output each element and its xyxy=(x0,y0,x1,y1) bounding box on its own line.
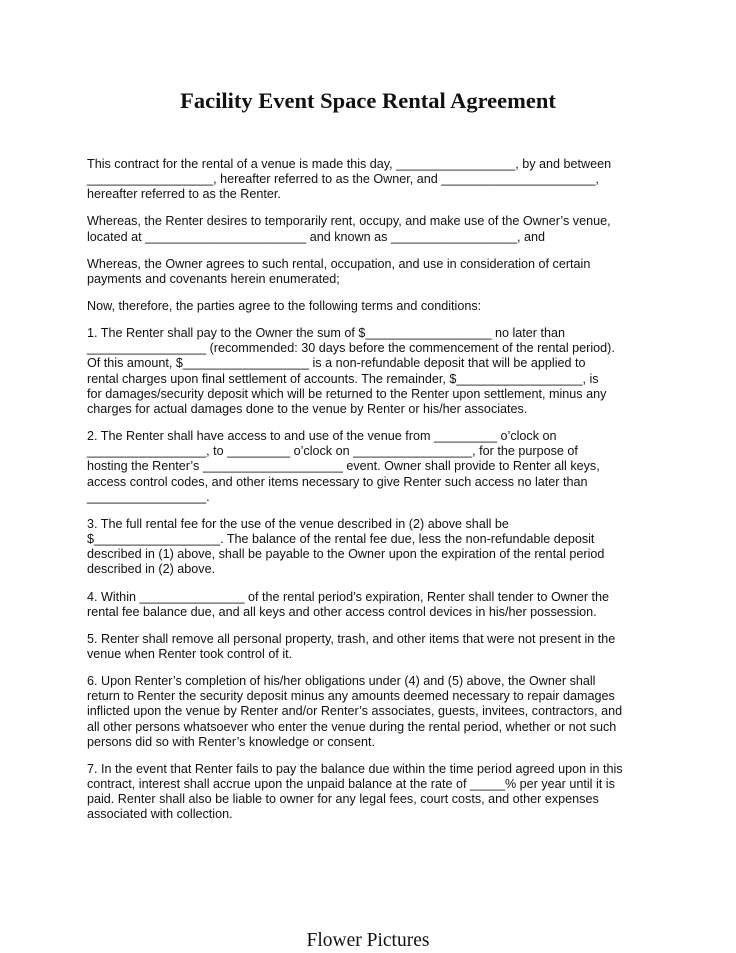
clause-1-paragraph xyxy=(87,326,653,417)
text-line: return to Renter the security deposit minus any amounts deemed necessary to repair damages xyxy=(87,689,615,704)
text-line: 1. The Renter shall pay to the Owner the sum of $__________________ no later than xyxy=(87,326,565,341)
footer-caption: Flower Pictures xyxy=(306,930,430,951)
text-line: _________________ (recommended: 30 days before the commencement of the rental period). xyxy=(87,341,615,356)
text-line: located at _______________________ and known as __________________, and xyxy=(87,229,545,244)
text-line: 3. The full rental fee for the use of the venue described in (2) above shall be xyxy=(87,516,509,531)
text-line: payments and covenants herein enumerated; xyxy=(87,271,340,286)
text-line: Whereas, the Renter desires to temporarily rent, occupy, and make use of the Owner’s venue, xyxy=(87,214,611,229)
text-line: 4. Within _______________ of the rental period’s expiration, Renter shall tender to Owner the xyxy=(87,589,610,604)
text-line: 6. Upon Renter’s completion of his/her obligations under (4) and (5) above, the Owner shall xyxy=(87,674,596,689)
text-line: hosting the Renter’s ____________________ event. Owner shall provide to Renter all keys, xyxy=(87,459,600,474)
text-line: rental charges upon final settlement of accounts. The remainder, $__________________, is xyxy=(87,371,599,386)
document-title: Facility Event Space Rental Agreement xyxy=(180,88,556,113)
clause-7-paragraph xyxy=(87,762,653,823)
text-line: inflicted upon the venue by Renter and/or Renter’s associates, guests, invitees, contractors, and xyxy=(87,704,623,719)
text-line: charges for actual damages done to the venue by Renter or his/her associates. xyxy=(87,402,528,416)
text-line: 2. The Renter shall have access to and use of the venue from _________ o’clock on xyxy=(87,429,557,444)
text-line: associated with collection. xyxy=(87,807,233,822)
terms-intro-paragraph xyxy=(87,299,653,314)
clause-2-paragraph xyxy=(87,429,653,505)
intro-paragraph xyxy=(87,157,653,203)
text-line: This contract for the rental of a venue is made this day, _________________, by and between xyxy=(87,157,612,171)
text-line: Now, therefore, the parties agree to the following terms and conditions: xyxy=(87,298,482,313)
text-line: $__________________. The balance of the rental fee due, less the non-refundable deposit xyxy=(87,532,595,547)
text-line: 7. In the event that Renter fails to pay the balance due within the time period agreed upon in this xyxy=(87,761,623,776)
text-line: _________________. xyxy=(87,489,210,504)
text-line: described in (2) above. xyxy=(87,562,216,577)
text-line: _________________, to _________ o’clock on _________________, for the purpose of xyxy=(87,444,578,459)
text-line: for damages/security deposit which will be returned to the Renter upon settlement, minus any xyxy=(87,386,607,401)
text-line: rental fee balance due, and all keys and other access control devices in his/her possession. xyxy=(87,604,597,619)
clause-5-paragraph xyxy=(87,632,653,662)
clause-4-paragraph xyxy=(87,590,653,620)
text-line: hereafter referred to as the Renter. xyxy=(87,187,281,202)
text-line: access control codes, and other items necessary to give Renter such access no later than xyxy=(87,474,588,489)
clause-3-paragraph xyxy=(87,517,653,578)
text-line: venue when Renter took control of it. xyxy=(87,647,293,661)
text-line: paid. Renter shall also be liable to owner for any legal fees, court costs, and other expenses xyxy=(87,792,599,807)
text-line: Of this amount, $__________________ is a non-refundable deposit that will be applied to xyxy=(87,356,586,371)
text-line: described in (1) above, shall be payable to the Owner upon the expiration of the rental period xyxy=(87,547,605,562)
document-body xyxy=(87,157,653,835)
text-line: persons did so with Renter’s knowledge or consent. xyxy=(87,734,375,749)
text-line: Whereas, the Owner agrees to such rental, occupation, and use in consideration of certain xyxy=(87,256,591,271)
text-line: __________________, hereafter referred to as the Owner, and ______________________, xyxy=(87,172,599,187)
whereas-renter-paragraph xyxy=(87,214,653,244)
whereas-owner-paragraph xyxy=(87,257,653,287)
text-line: all other persons whatsoever who enter the venue during the rental period, whether or not such xyxy=(87,719,617,734)
text-line: 5. Renter shall remove all personal property, trash, and other items that were not present in the xyxy=(87,631,616,646)
text-line: contract, interest shall accrue upon the unpaid balance at the rate of _____% per year until it is xyxy=(87,777,615,792)
clause-6-paragraph xyxy=(87,674,653,750)
